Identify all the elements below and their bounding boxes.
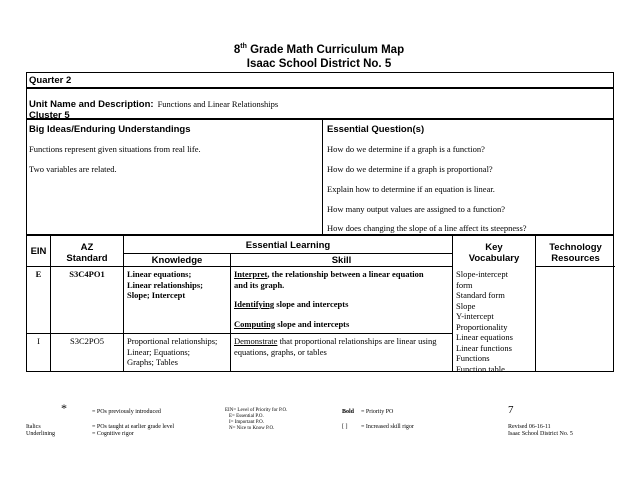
key-vocabulary-list: Slope-intercept form Standard form Slope Y-intercept Proportionality Linear equations Linear functions Functions Function table <box>456 269 513 374</box>
big-ideas-section <box>26 119 614 235</box>
unit-description: Unit Name and Description: Functions and Linear Relationships <box>29 99 279 110</box>
header-essential-learning: Essential Learning <box>245 240 331 251</box>
row-knowledge: Proportional relationships; Linear; Equations; Graphs; Tables <box>127 336 218 367</box>
essential-question-item: How do we determine if a graph is a function? <box>327 144 485 154</box>
header-az-standard: AZ Standard <box>66 242 108 264</box>
row-standard: S3C2PO5 <box>69 336 104 346</box>
document-title: 8th Grade Math Curriculum Map <box>233 43 405 56</box>
header-skill: Skill <box>331 255 352 266</box>
header-key-vocabulary: Key Vocabulary <box>468 242 520 264</box>
district-title: Isaac School District No. 5 <box>246 58 392 70</box>
essential-question-item: How many output values are assigned to a function? <box>327 204 505 214</box>
essential-questions-heading: Essential Question(s) <box>327 124 425 135</box>
essential-question-item: How do we determine if a graph is proportional? <box>327 164 493 174</box>
unit-row <box>26 88 614 119</box>
quarter-label: Quarter 2 <box>29 75 72 86</box>
row-skill: Interpret, the relationship between a linear equation and its graph. Identifying slope and intercepts Computing slope and intercepts <box>234 269 424 329</box>
cluster-label: Cluster 5 <box>29 110 70 121</box>
underlining-label: Underlining <box>26 431 55 437</box>
essential-learning-table <box>26 235 614 372</box>
row-knowledge: Linear equations; Linear relationships; Slope; Intercept <box>127 269 203 300</box>
row-standard: S3C4PO1 <box>69 269 105 279</box>
row-ein: E <box>35 269 42 279</box>
brackets-label: [ ] <box>342 424 348 430</box>
star-description: = POs previously introduced <box>92 409 161 415</box>
header-ein: EIN <box>30 246 47 257</box>
ein-legend: EIN= Level of Priority for P.O. E= Essential P.O. I= Important P.O. N= Nice to Know P.O. <box>225 408 288 431</box>
star-symbol: * <box>61 401 67 415</box>
header-technology-resources: Technology Resources <box>549 242 602 264</box>
italics-description: = POs taught at earlier grade level <box>92 424 175 430</box>
big-idea-item: Two variables are related. <box>29 164 117 174</box>
italics-label: Italics <box>26 424 41 430</box>
header-knowledge: Knowledge <box>151 255 203 266</box>
underlining-description: = Cognitive rigor <box>92 431 134 437</box>
footer-district: Isaac School District No. 5 <box>508 431 573 437</box>
big-idea-item: Functions represent given situations from real life. <box>29 144 201 154</box>
big-ideas-heading: Big Ideas/Enduring Understandings <box>29 124 191 135</box>
essential-question-item: How does changing the slope of a line affect its steepness? <box>327 223 527 233</box>
bold-label: Bold <box>342 409 355 415</box>
row-skill: Demonstrate that proportional relationships are linear using equations, graphs, or tables <box>234 336 437 357</box>
quarter-row <box>26 72 614 88</box>
brackets-description: = Increased skill rigor <box>361 424 414 430</box>
essential-question-item: Explain how to determine if an equation is linear. <box>327 184 495 194</box>
row-ein: I <box>37 336 40 346</box>
page-number: 7 <box>508 404 514 416</box>
revised-date: Revised 06-16-11 <box>508 424 551 430</box>
bold-description: = Priority PO <box>361 409 394 415</box>
